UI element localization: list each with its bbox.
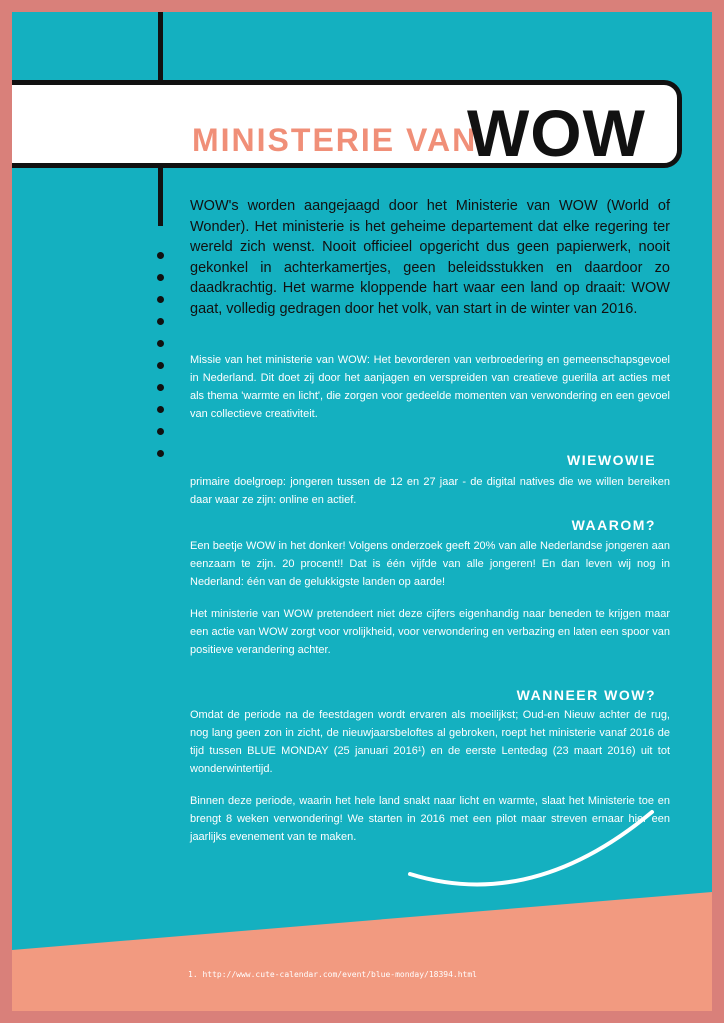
dot [157,406,164,413]
dot [157,340,164,347]
intro-paragraph: WOW's worden aangejaagd door het Ministerie van WOW (World of Wonder). Het ministerie is het geheime departement dat elke regering ter wereld zich wenst. Nooit officieel opgericht dus geen papierwerk, nooit gekonkel in achterkamertjes, geen beleidsstukken en daardoor zo daadkrachtig. Het warme kloppende hart waar een land op draait: WOW gaat, volledig gedragen door het volk, van start in de winter van 2016. [190,198,670,317]
waarom-paragraph-1: Een beetje WOW in het donker! Volgens onderzoek geeft 20% van alle Nederlandse jongeren aan eenzaam te zijn. 20 procent!! Dat is één vijfde van alle jongeren! En dan leven wij nog in Nederland: één van de gelukkigste landen op aarde! [190,540,670,588]
dot [157,296,164,303]
dot [157,252,164,259]
dot [157,384,164,391]
heading-waarom: WAAROM? [571,517,656,533]
wanneer-paragraph-2: Binnen deze periode, waarin het hele land snakt naar licht en warmte, slaat het Ministerie toe en brengt 8 weken verwondering! We starten in 2016 met een pilot maar streven ernaar hier een jaarlijks evenement van te maken. [190,795,670,843]
wanneer-paragraph-1: Omdat de periode na de feestdagen wordt ervaren als moeilijkst; Oud-en Nieuw achter de rug, nog lang geen zon in zicht, de nieuwjaarsbeloftes al gebroken, roept het ministerie vanaf 2016 de tijd tussen BLUE MONDAY (25 januari 2016¹) en de eerste Lentedag (23 maart 2016) uit tot wonderwintertijd. [190,709,670,775]
heading-wanneer-wow: WANNEER WOW? [516,687,656,703]
wiewowie-paragraph: primaire doelgroep: jongeren tussen de 12 en 27 jaar - de digital natives die we willen bereiken daar waar ze zijn: online en actief. [190,476,670,506]
title-ministerie-van: MINISTERIE VAN [192,122,478,158]
document-page [12,12,712,1011]
title-wow: WOW [467,96,646,170]
dot-column [157,252,164,472]
dot [157,274,164,281]
dot [157,428,164,435]
dot [157,318,164,325]
footnote-link[interactable]: 1. http://www.cute-calendar.com/event/blue-monday/18394.html [188,970,477,979]
dot [157,362,164,369]
waarom-paragraph-2: Het ministerie van WOW pretendeert niet deze cijfers eigenhandig naar beneden te krijgen maar een actie van WOW zorgt voor vrolijkheid, voor verwondering en verbazing en laten een spoor van positieve verandering achter. [190,608,670,656]
mission-paragraph: Missie van het ministerie van WOW: Het bevorderen van verbroedering en gemeenschapsgevoel in Nederland. Dit doet zij door het aanjagen en verspreiden van creatieve guerilla art acties met als thema 'warmte en licht', die zorgen voor gedeelde momenten van verwondering en een gevoel van collectieve creativiteit. [190,354,670,420]
dot [157,450,164,457]
heading-wiewowie: WIEWOWIE [567,452,656,468]
